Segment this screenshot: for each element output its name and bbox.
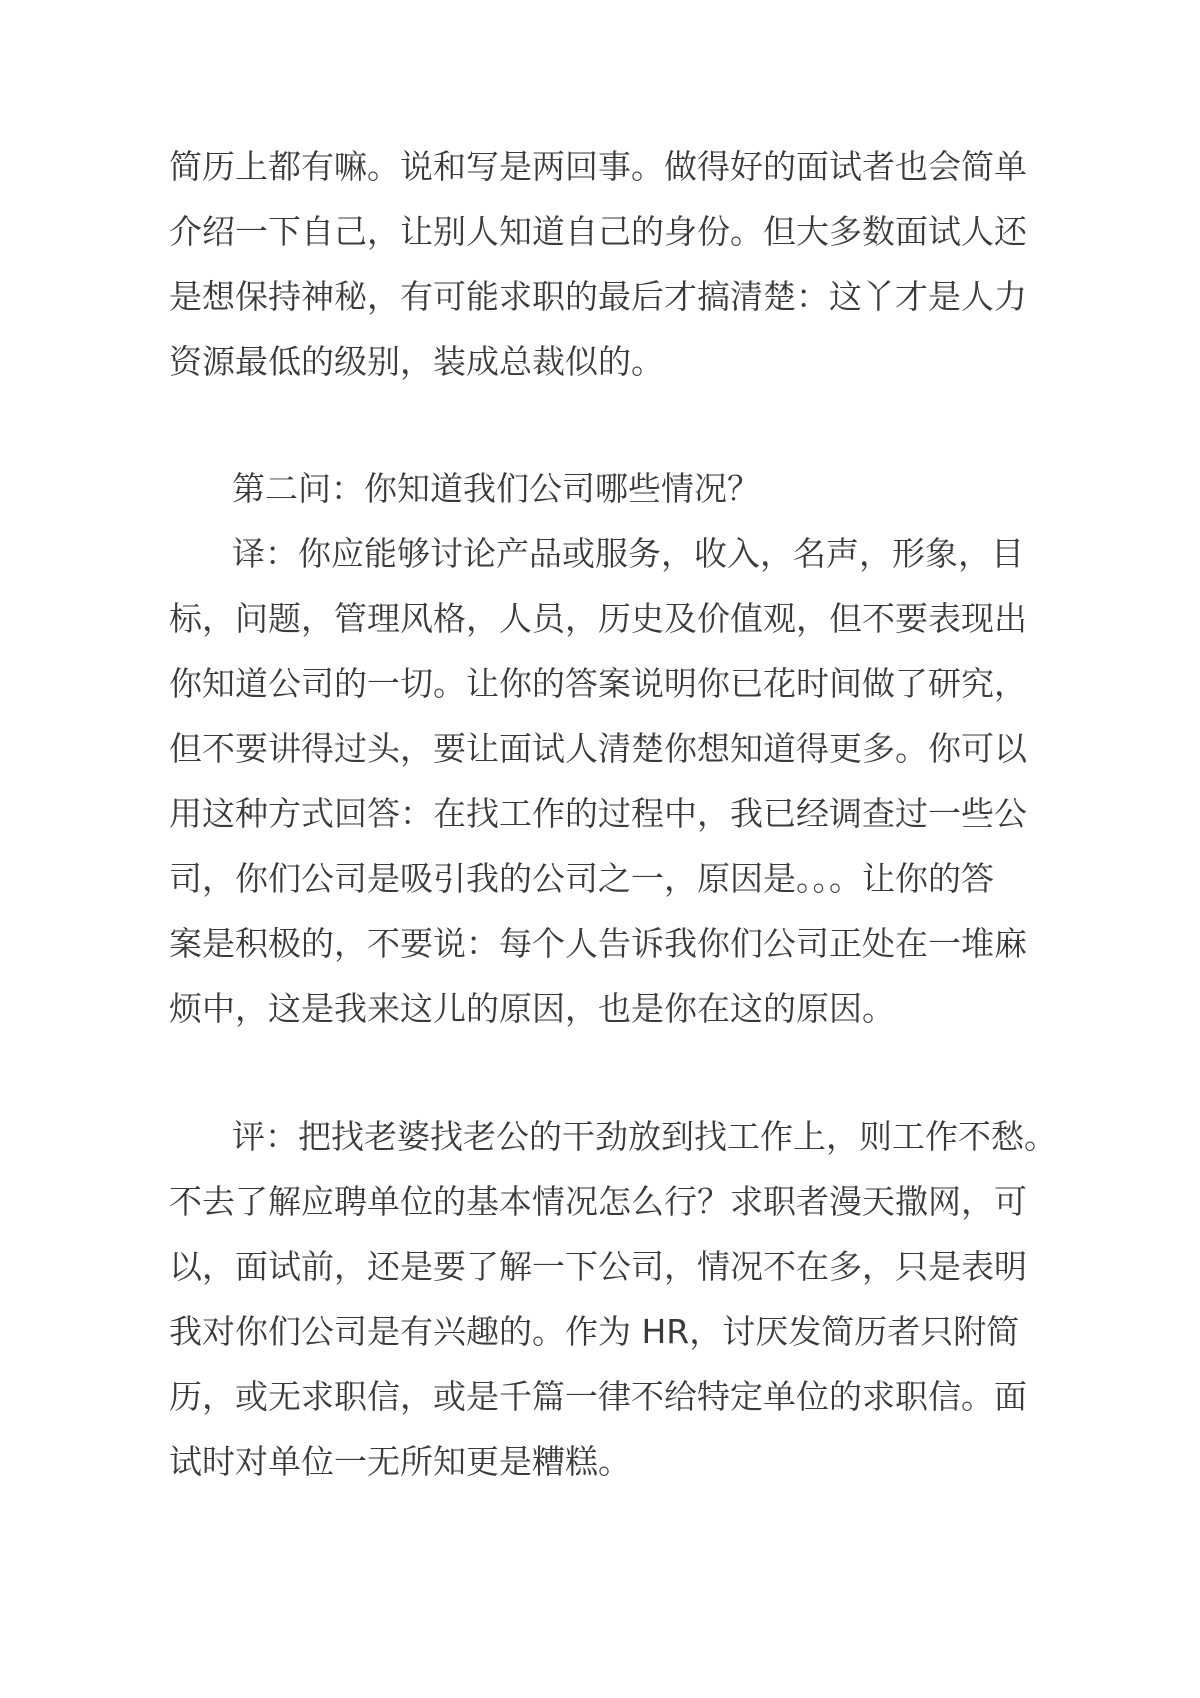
question-heading: 第二问：你知道我们公司哪些情况？ — [232, 469, 760, 508]
text-line: 评：把找老婆找老公的干劲放到找工作上，则工作不愁。 — [232, 1117, 1057, 1156]
text-line: 你知道公司的一切。让你的答案说明你已花时间做了研究， — [169, 664, 1027, 703]
text-line: 案是积极的，不要说：每个人告诉我你们公司正处在一堆麻 — [169, 924, 1027, 963]
text-line: 试时对单位一无所知更是糟糕。 — [169, 1442, 631, 1481]
text-line: 介绍一下自己，让别人知道自己的身份。但大多数面试人还 — [169, 212, 1027, 251]
text-line: 司，你们公司是吸引我的公司之一，原因是。。。让你的答 — [169, 859, 994, 898]
text-line: 但不要讲得过头，要让面试人清楚你想知道得更多。你可以 — [169, 729, 1027, 768]
text-line: 烦中，这是我来这儿的原因，也是你在这的原因。 — [169, 989, 895, 1028]
text-line: 是想保持神秘，有可能求职的最后才搞清楚：这丫才是人力 — [169, 277, 1027, 316]
text-line: 标，问题，管理风格，人员，历史及价值观，但不要表现出 — [169, 599, 1027, 638]
text-line: 简历上都有嘛。说和写是两回事。做得好的面试者也会简单 — [169, 147, 1027, 186]
text-line: 历，或无求职信，或是千篇一律不给特定单位的求职信。面 — [169, 1377, 1027, 1416]
text-line: 译：你应能够讨论产品或服务，收入，名声，形象，目 — [232, 534, 1024, 573]
text-line: 我对你们公司是有兴趣的。作为 HR，讨厌发简历者只附简 — [169, 1312, 1020, 1351]
text-line: 不去了解应聘单位的基本情况怎么行？求职者漫天撒网，可 — [169, 1182, 1027, 1221]
text-line: 用这种方式回答：在找工作的过程中，我已经调查过一些公 — [169, 794, 1027, 833]
text-line: 以，面试前，还是要了解一下公司，情况不在多，只是表明 — [169, 1247, 1027, 1286]
text-line: 资源最低的级别，装成总裁似的。 — [169, 342, 664, 381]
